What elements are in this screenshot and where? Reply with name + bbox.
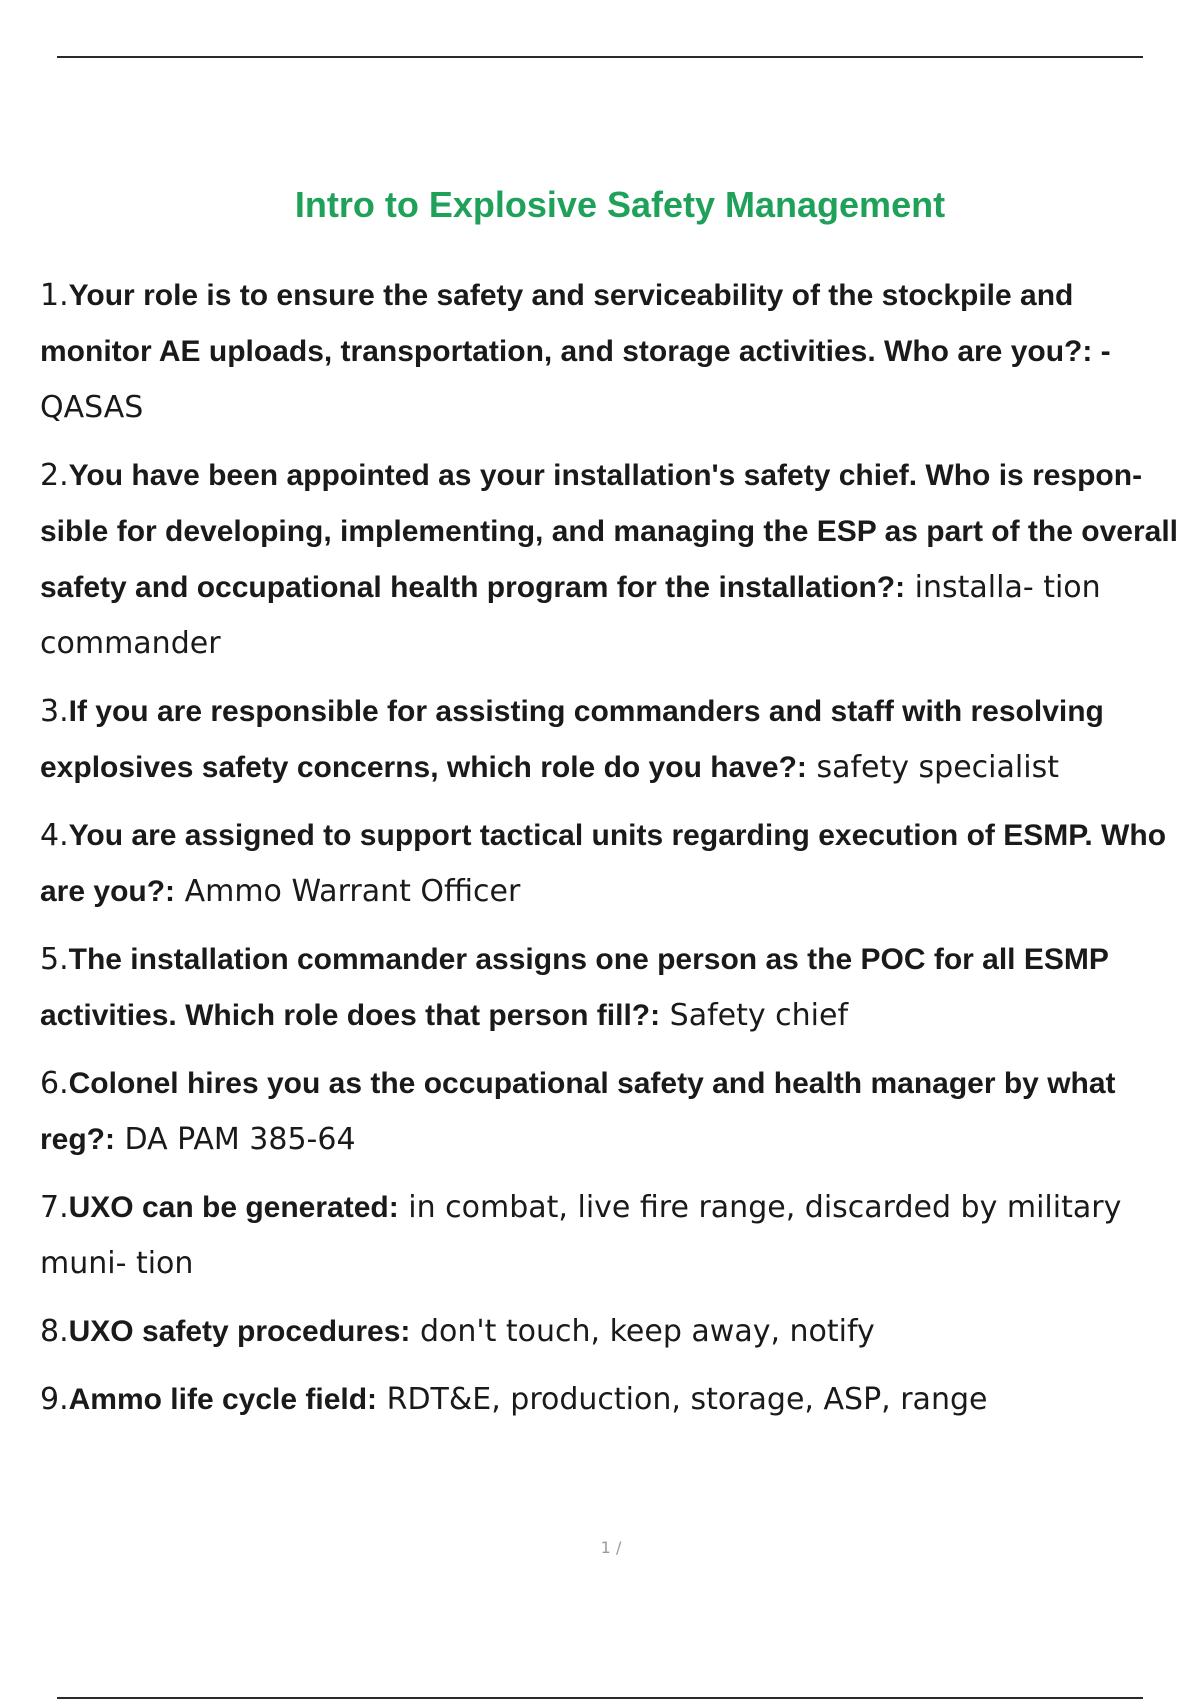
- answer-text: Ammo Warrant Officer: [184, 874, 521, 909]
- page-number: 1 /: [600, 1538, 622, 1557]
- item-number: 7.: [40, 1190, 69, 1225]
- answer-text: QASAS: [40, 390, 144, 425]
- answer-text: installa- tion commander: [40, 570, 1101, 661]
- answer-text: in combat, live fire range, discarded by military muni- tion: [40, 1190, 1122, 1281]
- answer-text: RDT&E, production, storage, ASP, range: [386, 1382, 988, 1417]
- item-number: 1.: [40, 278, 69, 313]
- answer-text: don't touch, keep away, notify: [419, 1314, 875, 1349]
- qa-item-5: [40, 932, 1190, 1044]
- question-text: UXO can be generated:: [68, 1191, 399, 1224]
- question-text: You have been appointed as your installation's safety chief. Who is respon- sible for developing, implementing, and managing the ESP as part of the overall safety and occupational health program for the installation?:: [40, 459, 1178, 604]
- question-text: UXO safety procedures:: [68, 1315, 411, 1348]
- qa-item-3: [40, 684, 1190, 796]
- bottom-rule: [57, 1697, 1143, 1699]
- qa-item-2: [40, 448, 1190, 672]
- qa-item-1: [40, 268, 1190, 436]
- item-number: 4.: [40, 818, 69, 853]
- item-number: 2.: [40, 458, 69, 493]
- item-number: 5.: [40, 942, 69, 977]
- qa-item-9: [40, 1372, 1190, 1428]
- qa-item-6: [40, 1056, 1190, 1168]
- item-number: 9.: [40, 1382, 69, 1417]
- question-text: Ammo life cycle field:: [68, 1383, 378, 1416]
- document-title: Intro to Explosive Safety Management: [294, 184, 946, 225]
- answer-text: DA PAM 385-64: [124, 1122, 356, 1157]
- question-text: The installation commander assigns one person as the POC for all ESMP activities. Which role does that person fill?:: [40, 943, 1109, 1032]
- question-text: Your role is to ensure the safety and serviceability of the stockpile and monitor AE uploads, transportation, and storage activities. Who are you?: -: [40, 279, 1111, 368]
- answer-text: safety specialist: [816, 750, 1059, 785]
- qa-item-4: [40, 808, 1190, 920]
- qa-list: [40, 268, 1190, 1440]
- item-number: 3.: [40, 694, 69, 729]
- qa-item-7: [40, 1180, 1190, 1292]
- question-text: Colonel hires you as the occupational safety and health manager by what reg?:: [40, 1067, 1116, 1156]
- question-text: You are assigned to support tactical units regarding execution of ESMP. Who are you?:: [40, 819, 1167, 908]
- qa-item-8: [40, 1304, 1190, 1360]
- question-text: If you are responsible for assisting commanders and staff with resolving explosives safety concerns, which role do you have?:: [40, 695, 1104, 784]
- item-number: 6.: [40, 1066, 69, 1101]
- top-rule: [57, 56, 1143, 58]
- answer-text: Safety chief: [669, 998, 849, 1033]
- item-number: 8.: [40, 1314, 69, 1349]
